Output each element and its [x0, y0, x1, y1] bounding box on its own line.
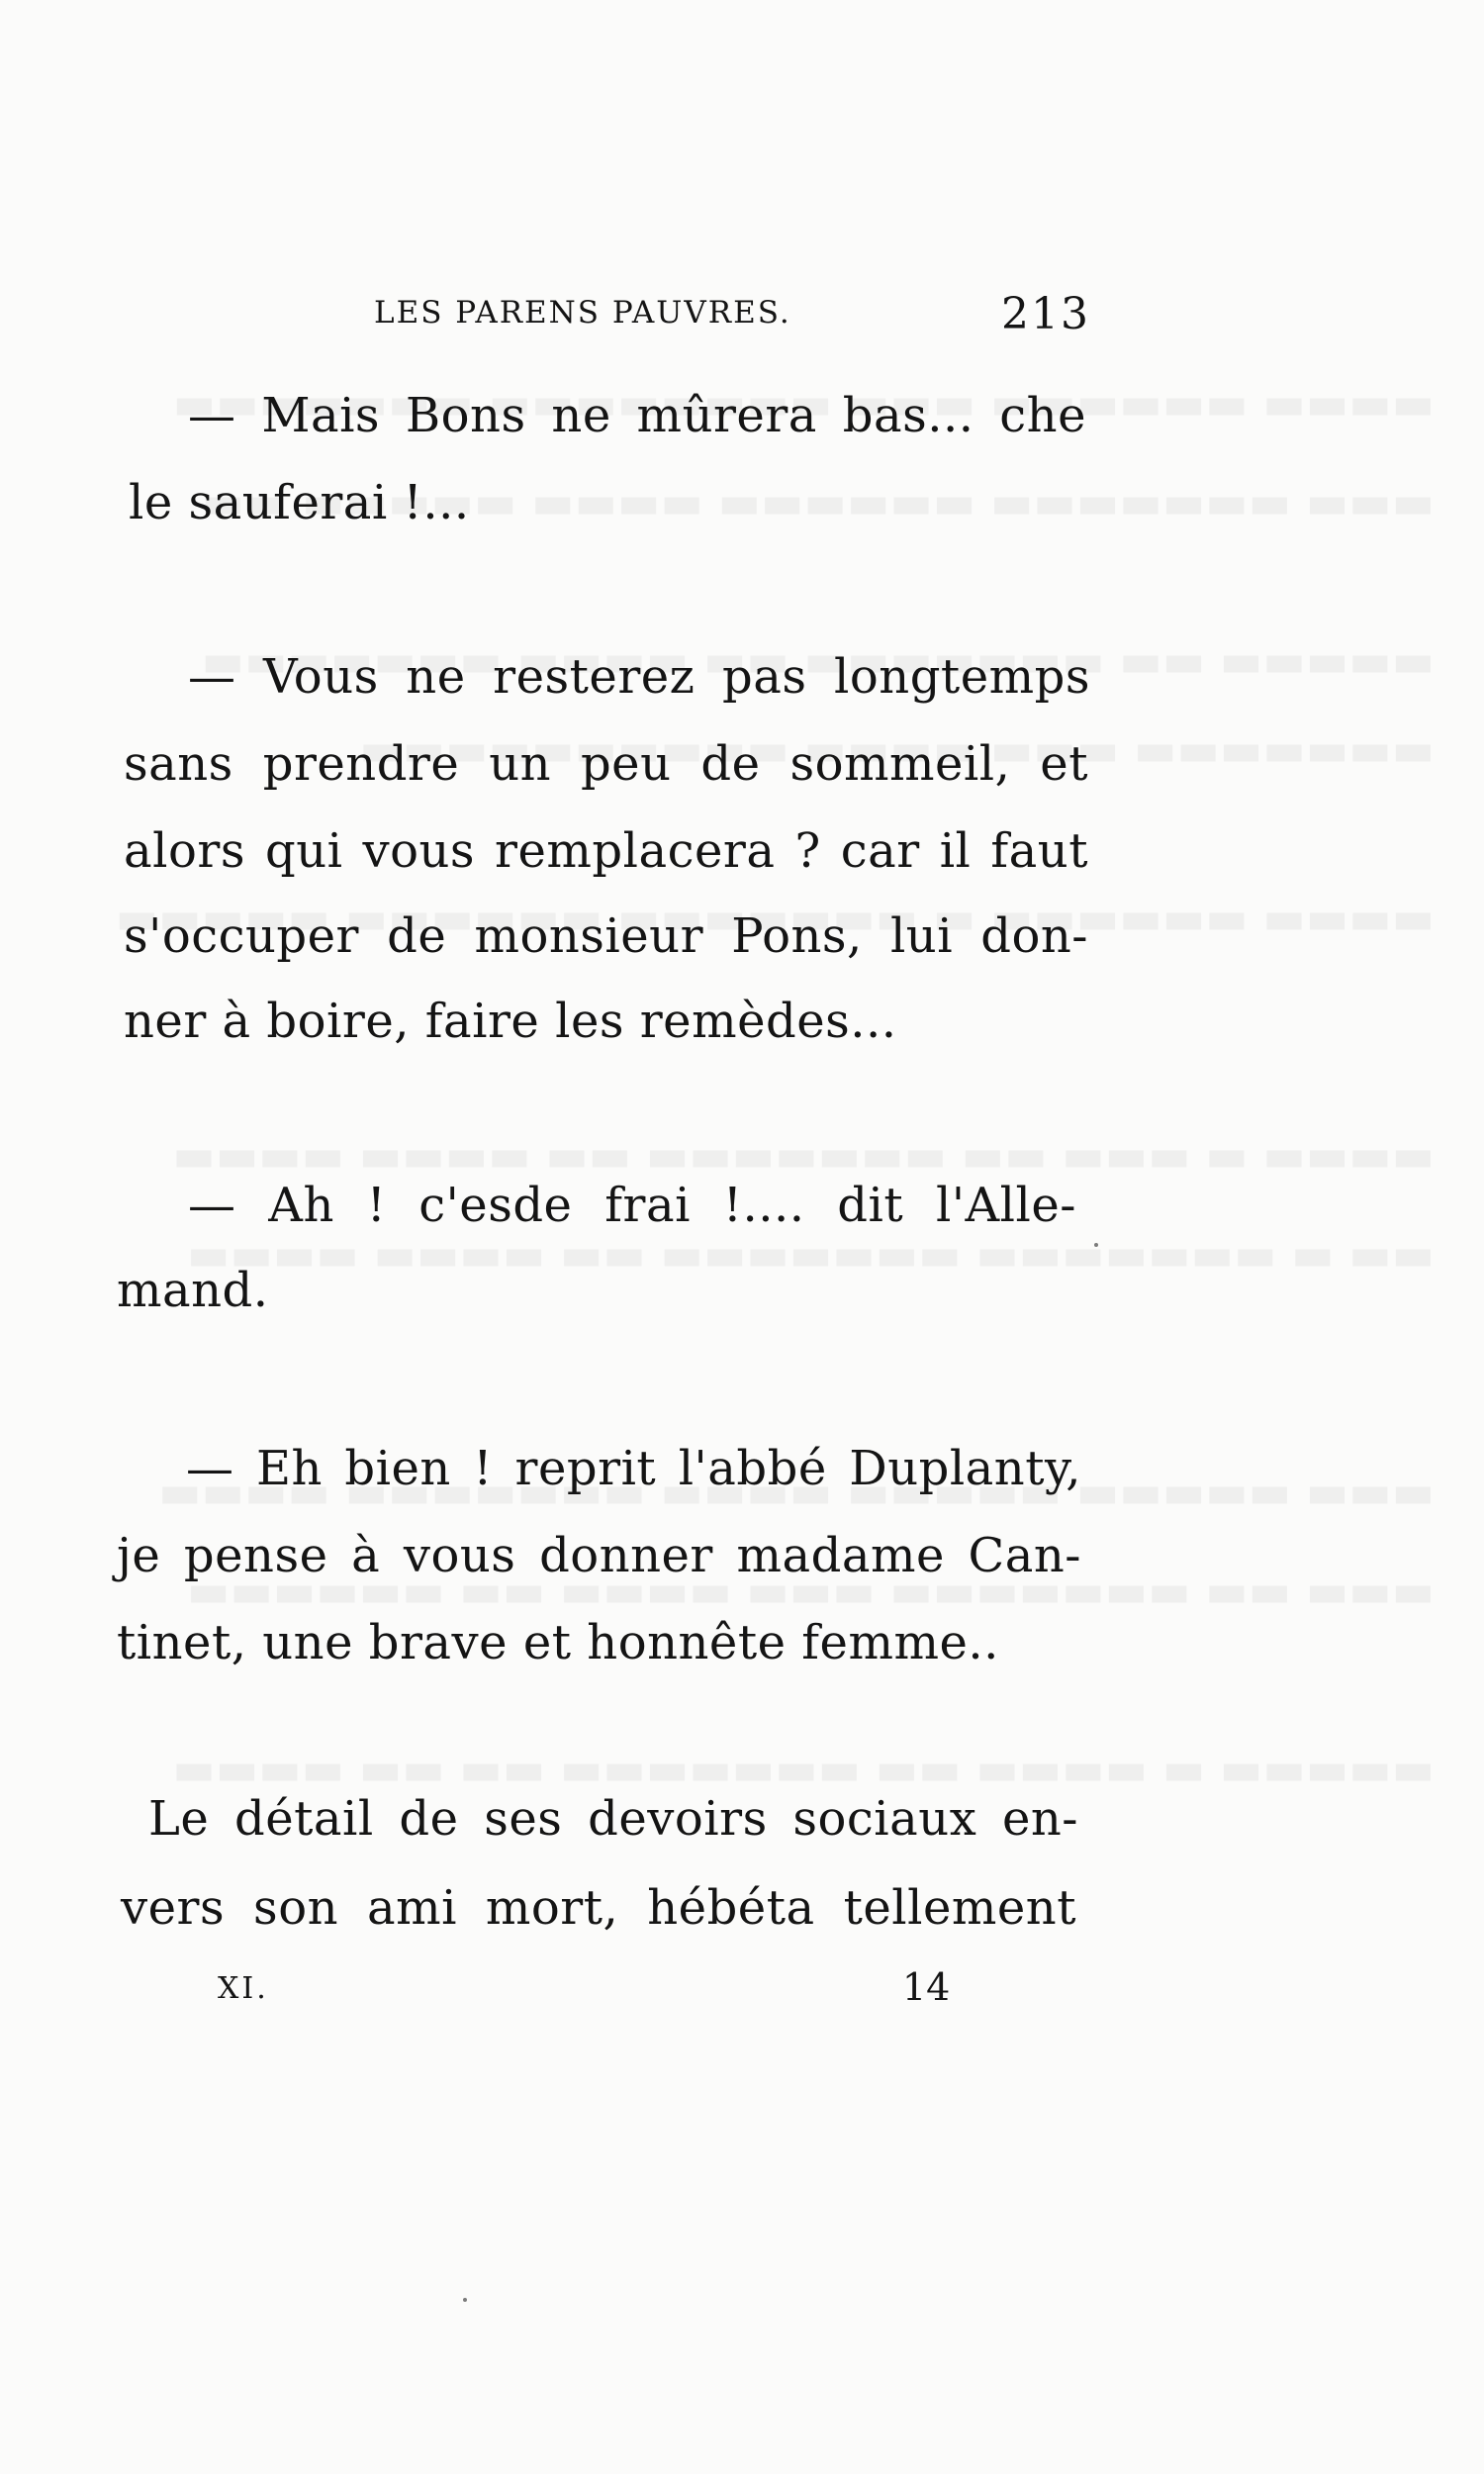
text-line: Le détail de ses devoirs sociaux en-	[148, 1791, 1078, 1847]
text-line: s'occuper de monsieur Pons, lui don-	[124, 908, 1088, 964]
text-line: mand.	[117, 1263, 269, 1318]
text-line: le sauferai !...	[129, 475, 470, 530]
show-through-line	[148, 1742, 1435, 1795]
text-line: ner à boire, faire les remèdes...	[124, 994, 897, 1049]
text-line: — Eh bien ! reprit l'abbé Duplanty,	[186, 1441, 1081, 1496]
text-line: tinet, une brave et honnête femme..	[117, 1615, 999, 1670]
text-line: sans prendre un peu de sommeil, et	[124, 736, 1088, 792]
signature-marker: 14	[902, 1965, 951, 2009]
text-line: — Mais Bons ne mûrera bas... che	[188, 388, 1086, 443]
page-number: 213	[1001, 289, 1090, 339]
show-through-line	[148, 1128, 1435, 1182]
volume-marker: XI.	[218, 1971, 269, 2006]
running-title: LES PARENS PAUVRES.	[374, 295, 791, 331]
paper-speck	[463, 2298, 467, 2302]
paper-speck	[1094, 1243, 1098, 1247]
text-line: — Ah ! c'esde frai !.... dit l'Alle-	[188, 1178, 1076, 1233]
text-line: alors qui vous remplacera ? car il faut	[124, 823, 1088, 879]
text-line: vers son ami mort, hébéta tellement	[121, 1880, 1076, 1936]
show-through-line	[148, 1227, 1435, 1281]
text-line: — Vous ne resterez pas longtemps	[188, 649, 1090, 705]
text-line: je pense à vous donner madame Can-	[117, 1528, 1081, 1583]
